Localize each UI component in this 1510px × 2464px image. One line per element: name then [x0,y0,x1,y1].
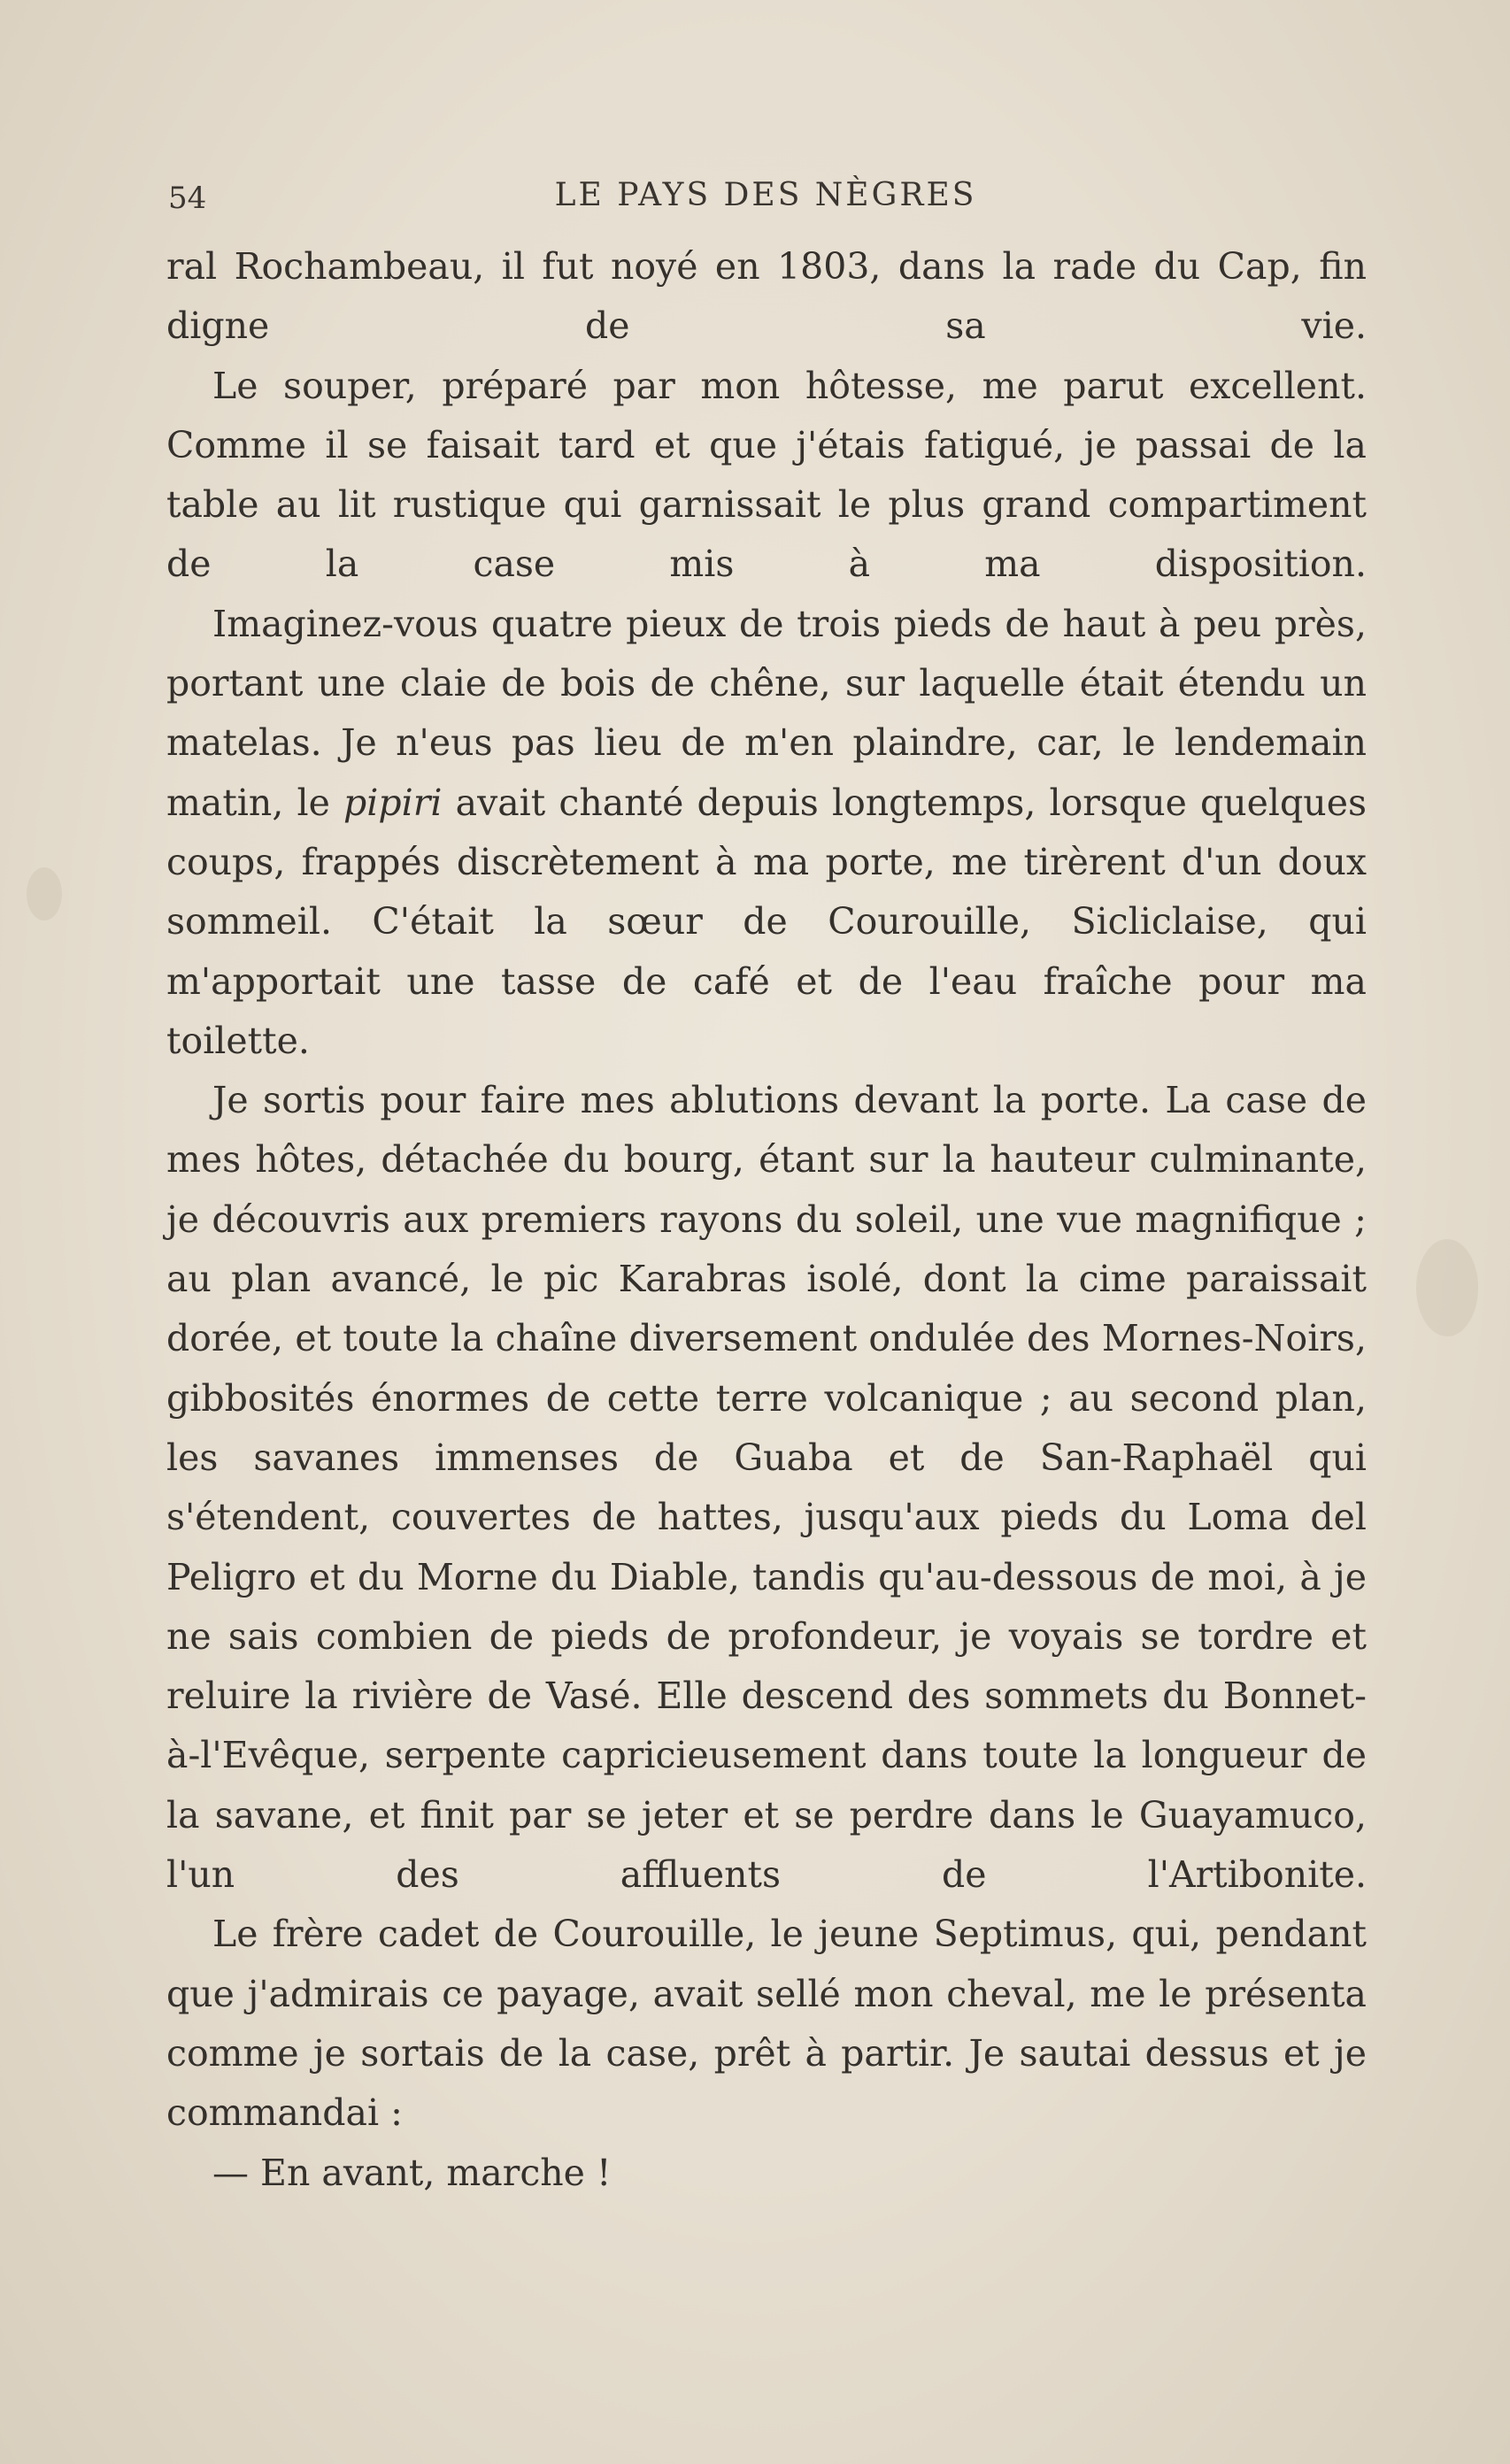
italic-word-pipiri: pipiri [343,781,443,824]
paper-stain [1416,1239,1478,1336]
paragraph-6: — En avant, marche ! [212,2151,612,2194]
page-number: 54 [168,181,207,216]
paragraph-5: Le frère cadet de Courouille, le jeune Septimus, qui, pendant que j'admirais ce payage, avait sellé mon cheval, me le présenta comme je sortais de la case, prêt à partir. Je sautai dessus et je commandai : [166,1913,1367,2135]
paragraph-1: ral Rochambeau, il fut noyé en 1803, dans la rade du Cap, fin digne de sa vie. [166,245,1367,348]
body-text [166,237,1367,2203]
paragraph-4: Je sortis pour faire mes ablutions devant la porte. La case de mes hôtes, détachée du bourg, étant sur la hauteur culminante, je découvris aux premiers rayons du soleil, une vue magnifique ; au plan avancé, le pic Karabras isolé, dont la cime paraissait dorée, et toute la chaîne diversement ondulée des Mornes-Noirs, gibbosités énormes de cette terre volcanique ; au second plan, les savanes immenses de Guaba et de San-Raphaël qui s'étendent, couvertes de hattes, jusqu'aux pieds du Loma del Peligro et du Morne du Diable, tandis qu'au-dessous de moi, à je ne sais combien de pieds de profondeur, je voyais se tordre et reluire la rivière de Vasé. Elle descend des sommets du Bonnet-à-l'Evêque, serpente capricieusement dans toute la longueur de la savane, et finit par se jeter et se perdre dans le Guayamuco, l'un des affluents de l'Artibonite. [166,1079,1367,1897]
paragraph-3-after: avait chanté depuis longtemps, lorsque quelques coups, frappés discrètement à ma porte, me tirèrent d'un doux sommeil. C'était la sœur de Courouille, Sicliclaise, qui m'apportait une tasse de café et de l'eau fraîche pour ma toilette. [166,781,1367,1062]
running-title: LE PAYS DES NÈGRES [554,177,977,213]
paragraph-2: Le souper, préparé par mon hôtesse, me parut excellent. Comme il se faisait tard et que j'étais fatigué, je passai de la table au lit rustique qui garnissait le plus grand compartiment de la case mis à ma disposition. [166,364,1367,586]
paragraph-3-before: Imaginez-vous quatre pieux de trois pieds de haut à peu près, portant une claie de bois de chêne, sur laquelle était étendu un matelas. Je n'eus pas lieu de m'en plaindre, car, le lendemain matin, le [166,602,1367,824]
paragraph-3 [166,595,1367,1071]
page-header [168,168,1363,221]
paper-stain [27,867,62,920]
